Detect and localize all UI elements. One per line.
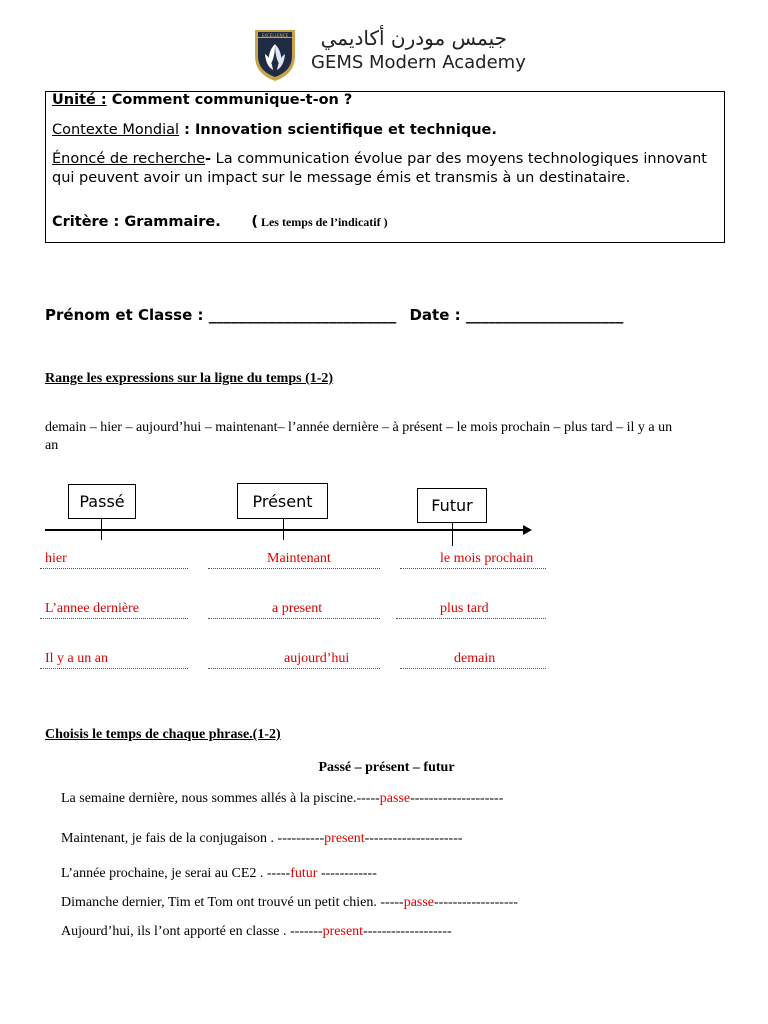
sentence-4 — [61, 895, 518, 911]
enonce-line — [52, 150, 718, 188]
enonce-value: La communication évolue par des moyens technologiques innovant qui peuvent avoir un impact sur le message émis et transmis à un destinataire. — [52, 151, 707, 186]
contexte-line — [52, 122, 718, 138]
unite-label: Unité : — [52, 92, 107, 108]
answer-present-3[interactable]: aujourd’hui — [208, 651, 380, 669]
sentence-5 — [61, 924, 452, 940]
timeline-arrow-icon — [523, 525, 532, 535]
answer-futur-3[interactable]: demain — [400, 651, 546, 669]
answer-passe-2[interactable]: L’annee dernière — [40, 601, 188, 619]
timeline-axis — [45, 529, 525, 531]
timeline-label-passe: Passé — [68, 484, 136, 519]
sentence-answer[interactable]: present — [324, 831, 365, 846]
exercise1-title: Range les expressions sur la ligne du temps (1-2) — [45, 371, 334, 386]
expressions-list: demain – hier – aujourd’hui – maintenant– l’année dernière – à présent – le mois prochain – plus tard – il y a un an — [45, 420, 673, 453]
critere-note: Les temps de l’indicatif ) — [257, 215, 388, 229]
sentence-trail: ------------ — [317, 866, 377, 881]
crest-banner — [260, 32, 290, 38]
timeline-label-present: Présent — [237, 483, 328, 519]
answer-futur-2[interactable]: plus tard — [396, 601, 546, 619]
svg-text:EXCELLENCE: EXCELLENCE — [261, 33, 289, 38]
critere-paren: ( — [251, 214, 258, 230]
sentence-trail: ------------------- — [363, 924, 452, 939]
sentence-text: L’année prochaine, je serai au CE2 . ----- — [61, 866, 291, 881]
enonce-label: Énoncé de recherche — [52, 151, 206, 167]
contexte-sep: : — [179, 122, 195, 138]
contexte-value: Innovation scientifique et technique. — [194, 122, 497, 138]
sentence-trail: --------------------- — [364, 831, 463, 846]
sentence-answer[interactable]: futur — [290, 866, 318, 881]
sentence-answer[interactable]: passe — [403, 895, 435, 910]
answer-present-1[interactable]: Maintenant — [208, 551, 380, 569]
exercise2-title: Choisis le temps de chaque phrase.(1-2) — [45, 727, 281, 742]
school-logo — [251, 26, 526, 84]
sentence-1 — [61, 791, 503, 807]
identity-line — [45, 306, 623, 324]
sentence-text: Aujourd’hui, ils l’ont apporté en classe . ------- — [61, 924, 323, 939]
sentence-trail: -------------------- — [410, 791, 504, 806]
sentence-text: La semaine dernière, nous sommes allés à la piscine.----- — [61, 791, 380, 806]
unite-value: Comment communique-t-on ? — [106, 92, 353, 108]
school-name-arabic: جيمس مودرن أكاديمي — [320, 26, 507, 50]
prenom-classe-field[interactable]: Prénom et Classe : _________________________ — [45, 306, 397, 324]
date-field[interactable]: Date : _____________________ — [409, 306, 624, 324]
school-name-english: GEMS Modern Academy — [311, 52, 526, 73]
unite-line — [52, 92, 718, 108]
sentence-text: Dimanche dernier, Tim et Tom ont trouvé un petit chien. ----- — [61, 895, 404, 910]
sentence-answer[interactable]: present — [322, 924, 364, 939]
contexte-label: Contexte Mondial — [52, 122, 180, 138]
answer-passe-1[interactable]: hier — [40, 551, 188, 569]
sentence-trail: ------------------ — [434, 895, 518, 910]
enonce-dash: - — [205, 151, 212, 167]
timeline-tick-futur — [452, 522, 453, 546]
sentence-answer[interactable]: passe — [379, 791, 411, 806]
timeline-label-futur: Futur — [417, 488, 487, 523]
tense-options: Passé – présent – futur — [318, 760, 455, 775]
critere-label: Critère : Grammaire. — [52, 214, 221, 230]
sentence-text: Maintenant, je fais de la conjugaison . ---------- — [61, 831, 325, 846]
sentence-3 — [61, 866, 377, 882]
sentence-2 — [61, 831, 463, 847]
critere-line — [52, 214, 718, 230]
answer-passe-3[interactable]: Il y a un an — [40, 651, 188, 669]
answer-futur-1[interactable]: le mois prochain — [400, 551, 546, 569]
answer-present-2[interactable]: a present — [208, 601, 380, 619]
unit-header-box — [45, 91, 725, 243]
